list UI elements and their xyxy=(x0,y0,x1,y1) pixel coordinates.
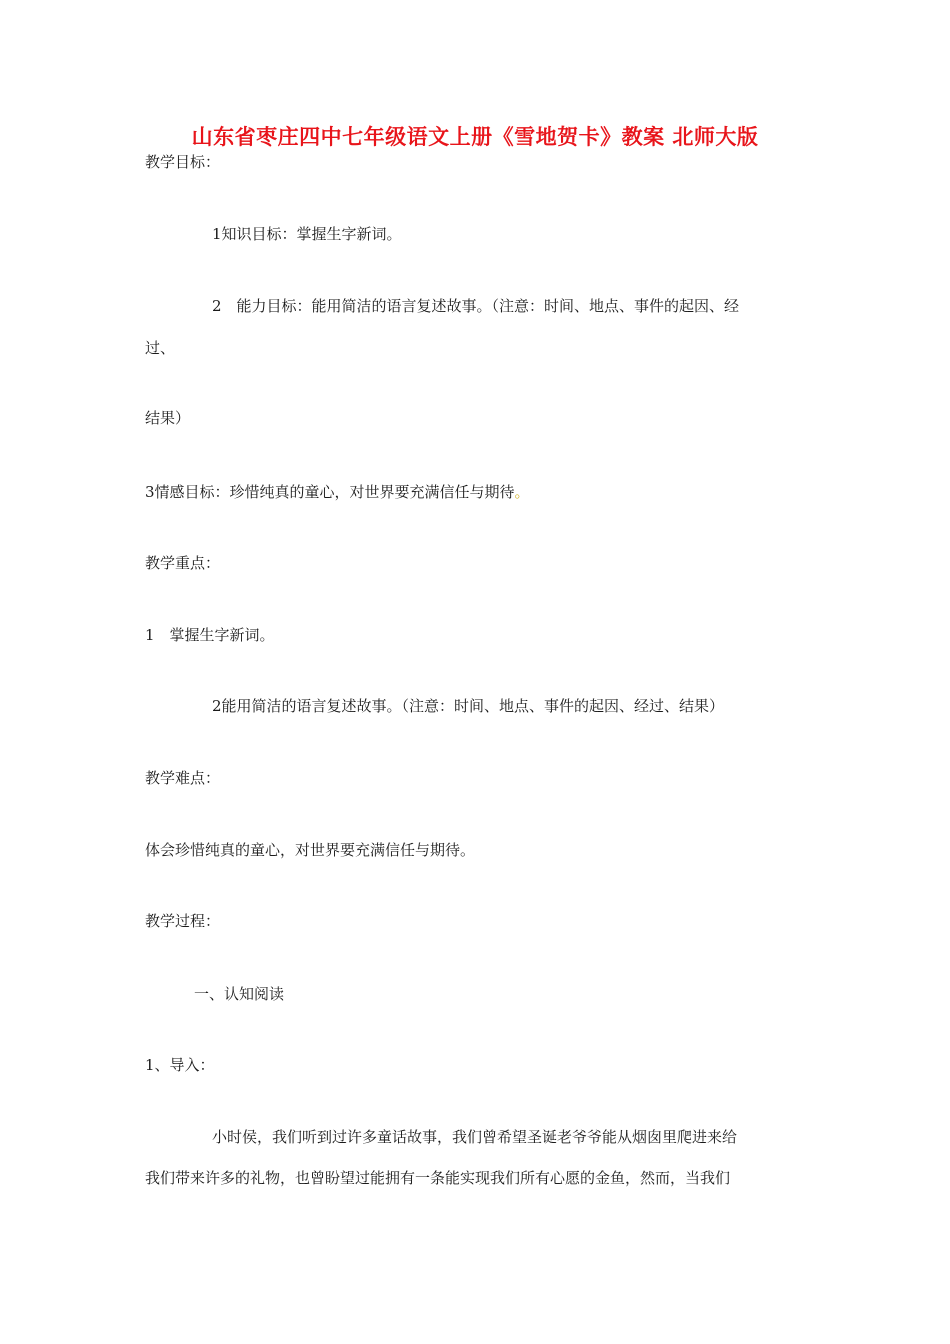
key-point-1: 1 掌握生字新词。 xyxy=(145,626,275,644)
key-point-2: 2能用简洁的语言复述故事。（注意：时间、地点、事件的起因、经过、结果） xyxy=(212,697,725,715)
goal-ability-line2: 过、 xyxy=(145,339,176,357)
intro-paragraph-line2: 我们带来许多的礼物，也曾盼望过能拥有一条能实现我们所有心愿的金鱼，然而，当我们 xyxy=(145,1169,731,1187)
section-cognitive-reading: 一、认知阅读 xyxy=(194,985,285,1003)
goal-knowledge: 1知识目标：掌握生字新词。 xyxy=(212,225,402,243)
intro-heading: 1、导入： xyxy=(145,1056,215,1074)
teaching-goals-heading: 教学目标： xyxy=(145,153,221,171)
difficulty-heading: 教学难点： xyxy=(145,769,221,787)
key-points-heading: 教学重点： xyxy=(145,554,221,572)
goal-ability-line3: 结果） xyxy=(145,409,191,427)
goal-emotion xyxy=(145,481,530,503)
process-heading: 教学过程： xyxy=(145,912,221,930)
goal-emotion-text: 3情感目标：珍惜纯真的童心，对世界要充满信任与期待 xyxy=(145,483,515,501)
goal-ability-line1: 2 能力目标：能用简洁的语言复述故事。（注意：时间、地点、事件的起因、经 xyxy=(212,297,740,315)
goal-emotion-end: 。 xyxy=(514,483,530,501)
intro-paragraph-line1: 小时侯，我们听到过许多童话故事，我们曾希望圣诞老爷爷能从烟囱里爬进来给 xyxy=(212,1128,738,1146)
document-title: 山东省枣庄四中七年级语文上册《雪地贺卡》教案 北师大版 xyxy=(191,124,759,149)
difficulty-1: 体会珍惜纯真的童心，对世界要充满信任与期待。 xyxy=(145,841,476,859)
